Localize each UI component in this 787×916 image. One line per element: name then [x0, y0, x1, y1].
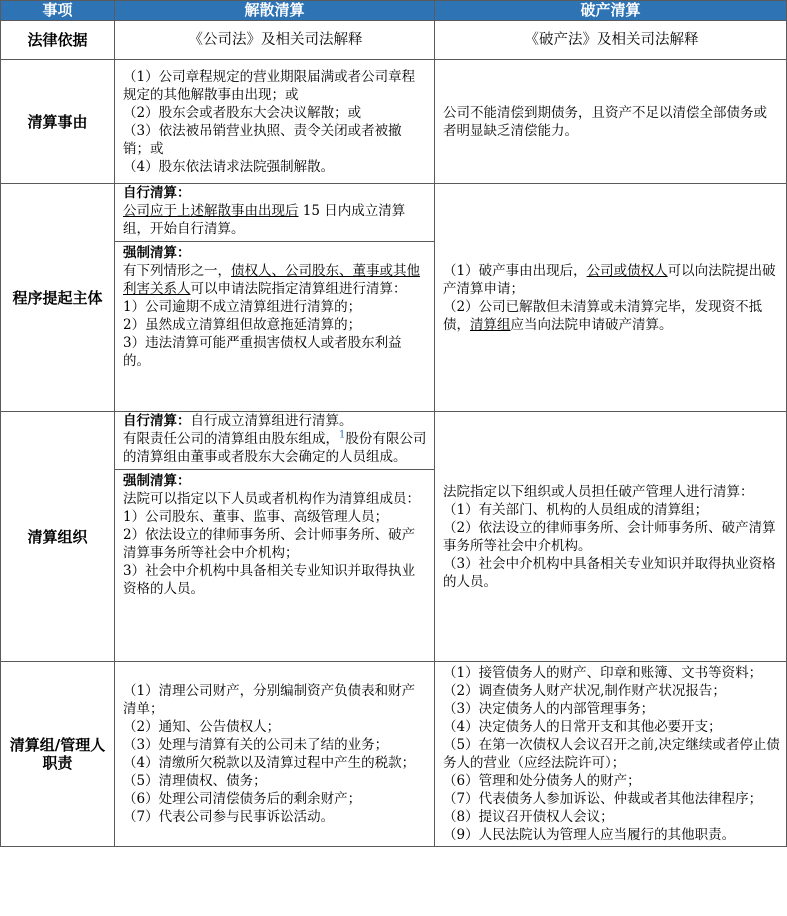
- initiator-b1-rest: 可以向法院提出破产清算申请；: [443, 262, 776, 297]
- row-label-initiator: 程序提起主体: [1, 184, 115, 412]
- org-self-jsc: 股份有限公司的清算组由董事或者股东大会确定的人员组成。: [123, 431, 427, 465]
- cause-item: （2）股东会或者股东大会决议解散；或: [123, 104, 362, 121]
- cause-item: （3）依法被吊销营业执照、责令关闭或者被撤销；或: [123, 122, 402, 157]
- org-bankruptcy-intro: 法院指定以下组织或人员担任破产管理人进行清算：: [443, 483, 754, 500]
- row-cause: [1, 60, 787, 184]
- row-label-law: 法律依据: [1, 21, 115, 60]
- duty-item: （2）调查债务人财产状况,制作财产状况报告；: [443, 683, 726, 699]
- initiator-b1-subject: 公司或债权人: [586, 262, 668, 279]
- initiator-b2-text: （2）公司已解散但未清算或未清算完毕，发现资不抵债，: [443, 298, 763, 333]
- org-bankruptcy: [435, 412, 787, 662]
- row-initiator: [1, 184, 787, 412]
- row-label-duty: 清算组/管理人职责: [1, 662, 115, 847]
- duty-item: （6）处理公司清偿债务后的剩余财产；: [123, 791, 362, 807]
- law-bankruptcy: 《破产法》及相关司法解释: [435, 21, 787, 60]
- org-bankruptcy-item: （3）社会中介机构中具备相关专业知识并取得执业资格的人员。: [443, 555, 776, 590]
- duty-item: （3）决定债务人的内部管理事务；: [443, 701, 655, 717]
- header-bankruptcy: 破产清算: [435, 1, 787, 21]
- cause-bankruptcy: 公司不能清偿到期债务，且资产不足以清偿全部债务或者明显缺乏清偿能力。: [435, 60, 787, 184]
- duty-item: （4）清缴所欠税款以及清算过程中产生的税款；: [123, 755, 416, 771]
- duty-bankruptcy: [435, 662, 787, 847]
- org-forced-title: 强制清算：: [123, 473, 191, 489]
- header-item: 事项: [1, 1, 115, 21]
- duty-item: （2）通知、公告债权人；: [123, 719, 281, 735]
- row-label-cause: 清算事由: [1, 60, 115, 184]
- initiator-bankruptcy-item: [443, 298, 780, 334]
- org-bankruptcy-item: （2）依法设立的律师事务所、会计师事务所、破产清算事务所等社会中介机构。: [443, 519, 776, 554]
- self-clearing-subject: 公司应于上述解散事由出现后: [123, 203, 299, 219]
- org-forced-block: [115, 469, 434, 598]
- org-forced-intro: 法院可以指定以下人员或者机构作为清算组成员：: [123, 491, 420, 507]
- org-forced-item: 2）依法设立的律师事务所、会计师事务所、破产清算事务所等社会中介机构；: [123, 527, 416, 561]
- org-self-rest: 自行成立清算组进行清算。: [190, 413, 353, 429]
- forced-item: 2）虽然成立清算组但故意拖延清算的；: [123, 317, 362, 333]
- duty-dissolution: [115, 662, 435, 847]
- cause-dissolution: [115, 60, 435, 184]
- cause-item: （4）股东依法请求法院强制解散。: [123, 158, 335, 175]
- self-clearing-title: 自行清算：: [123, 185, 191, 201]
- duty-item: （3）处理与清算有关的公司未了结的业务；: [123, 737, 389, 753]
- initiator-forced-block: [115, 241, 434, 370]
- law-dissolution: 《公司法》及相关司法解释: [115, 21, 435, 60]
- forced-intro: 有下列情形之一，: [123, 263, 231, 279]
- header-row: [1, 1, 787, 21]
- duty-item: （1）清理公司财产，分别编制资产负债表和财产清单；: [123, 683, 416, 717]
- row-label-org: 清算组织: [1, 412, 115, 662]
- forced-item: 1）公司逾期不成立清算组进行清算的；: [123, 299, 362, 315]
- duty-item: （5）清理债权、债务；: [123, 773, 267, 789]
- initiator-self-block: [123, 184, 428, 241]
- row-duty: [1, 662, 787, 847]
- duty-item: （4）决定债务人的日常开支和其他必要开支；: [443, 719, 722, 735]
- org-self-llc: 有限责任公司的清算组由股东组成，: [123, 431, 339, 447]
- initiator-dissolution: [115, 184, 435, 412]
- duty-item: （5）在第一次债权人会议召开之前,决定继续或者停止债务人的营业（应经法院许可）；: [443, 737, 780, 771]
- initiator-b2-rest: 应当向法院申请破产清算。: [510, 316, 673, 333]
- initiator-b2-subject: 清算组: [470, 316, 511, 333]
- initiator-bankruptcy: [435, 184, 787, 412]
- duty-item: （1）接管债务人的财产、印章和账簿、文书等资料；: [443, 665, 763, 681]
- forced-applicants: 债权人、公司股东、董事或其他利害关系人: [123, 263, 420, 297]
- forced-intro-rest: 可以申请法院指定清算组进行清算：: [190, 281, 407, 297]
- org-dissolution: [115, 412, 435, 662]
- org-self-block: [123, 412, 428, 469]
- duty-item: （7）代表债务人参加诉讼、仲裁或者其他法律程序；: [443, 791, 763, 807]
- header-dissolution: 解散清算: [115, 1, 435, 21]
- duty-item: （9）人民法院认为管理人应当履行的其他职责。: [443, 827, 736, 843]
- footnote-marker[interactable]: 1: [339, 429, 346, 441]
- org-bankruptcy-item: （1）有关部门、机构的人员组成的清算组；: [443, 501, 709, 518]
- self-clearing-text: 15 日内成立清算组，开始自行清算。: [123, 203, 406, 237]
- row-org: [1, 412, 787, 662]
- initiator-b1-text: （1）破产事由出现后，: [443, 262, 587, 279]
- org-forced-item: 3）社会中介机构中具备相关专业知识并取得执业资格的人员。: [123, 563, 416, 597]
- org-self-title: 自行清算：: [123, 413, 191, 429]
- forced-clearing-title: 强制清算：: [123, 245, 191, 261]
- forced-item: 3）违法清算可能严重损害债权人或者股东利益的。: [123, 335, 402, 369]
- cause-item: （1）公司章程规定的营业期限届满或者公司章程规定的其他解散事由出现；或: [123, 68, 416, 103]
- org-forced-item: 1）公司股东、董事、监事、高级管理人员；: [123, 509, 389, 525]
- duty-item: （8）提议召开债权人会议；: [443, 809, 614, 825]
- duty-item: （7）代表公司参与民事诉讼活动。: [123, 809, 335, 825]
- duty-item: （6）管理和处分债务人的财产；: [443, 773, 641, 789]
- row-law: [1, 21, 787, 60]
- initiator-bankruptcy-item: [443, 262, 780, 298]
